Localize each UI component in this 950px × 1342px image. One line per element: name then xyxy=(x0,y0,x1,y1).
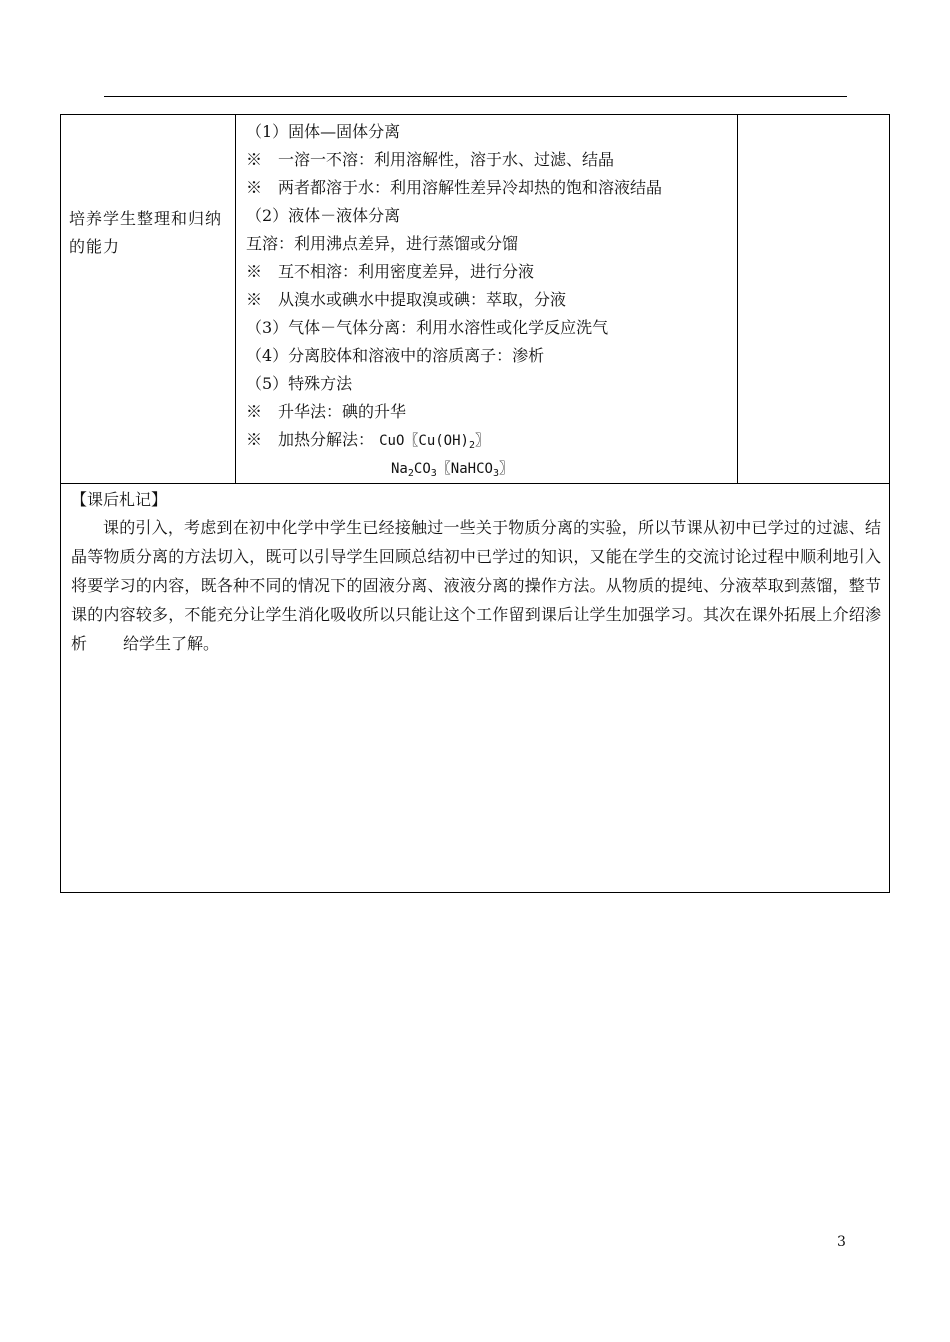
content-line: ※ 从溴水或碘水中提取溴或碘：萃取，分液 xyxy=(246,290,567,309)
content-line: ※ 互不相溶：利用密度差异，进行分液 xyxy=(246,262,535,281)
notes-title: 【课后札记】 xyxy=(71,490,168,509)
content-line: （2）液体－液体分离 xyxy=(246,206,401,225)
content-line: （5）特殊方法 xyxy=(246,374,353,393)
heat-method-line xyxy=(246,430,489,456)
content-line: 互溶：利用沸点差异，进行蒸馏或分馏 xyxy=(246,234,519,253)
lesson-table xyxy=(60,114,890,484)
content-line: （1）固体—固体分离 xyxy=(246,122,401,141)
remarks-cell xyxy=(738,115,889,483)
page-number: 3 xyxy=(837,1234,846,1250)
goal-text: 培养学生整理和归纳的能力 xyxy=(69,209,223,256)
formula-na2co3: $Na_2CO_3$〖NaHCO$_3$〗 xyxy=(391,461,513,479)
notes-box xyxy=(60,483,890,893)
notes-body xyxy=(71,513,881,658)
heat-method-label: ※ 加热分解法： xyxy=(246,430,375,449)
content-line: ※ 升华法：碘的升华 xyxy=(246,402,407,421)
formula-cuo: CuO〖$Cu(OH)_2$〗 xyxy=(379,433,489,451)
content-line: ※ 一溶一不溶：利用溶解性，溶于水、过滤、结晶 xyxy=(246,150,615,169)
content-line: ※ 两者都溶于水：利用溶解性差异冷却热的饱和溶液结晶 xyxy=(246,178,663,197)
goal-cell xyxy=(61,115,236,483)
header-rule xyxy=(104,96,847,97)
formula-na2co3-line xyxy=(391,458,513,484)
notes-body-tail: 给学生了解。 xyxy=(123,634,220,653)
content-line: （3）气体－气体分离：利用水溶性或化学反应洗气 xyxy=(246,318,609,337)
notes-body-text: 课的引入，考虑到在初中化学中学生已经接触过一些关于物质分离的实验，所以节课从初中已学过的过滤、结晶等物质分离的方法切入，既可以引导学生回顾总结初中已学过的知识，又能在学生的交流讨论过程中顺利地引入将要学习的内容，既各种不同的情况下的固液分离、液液分离的操作方法。从物质的提纯、分液萃取到蒸馏，整节课的内容较多，不能充分让学生消化吸收所以只能让这个工作留到课后让学生加强学习。其次在课外拓展上介绍渗析 xyxy=(71,518,881,653)
content-cell xyxy=(236,115,738,483)
content-line: （4）分离胶体和溶液中的溶质离子：渗析 xyxy=(246,346,545,365)
